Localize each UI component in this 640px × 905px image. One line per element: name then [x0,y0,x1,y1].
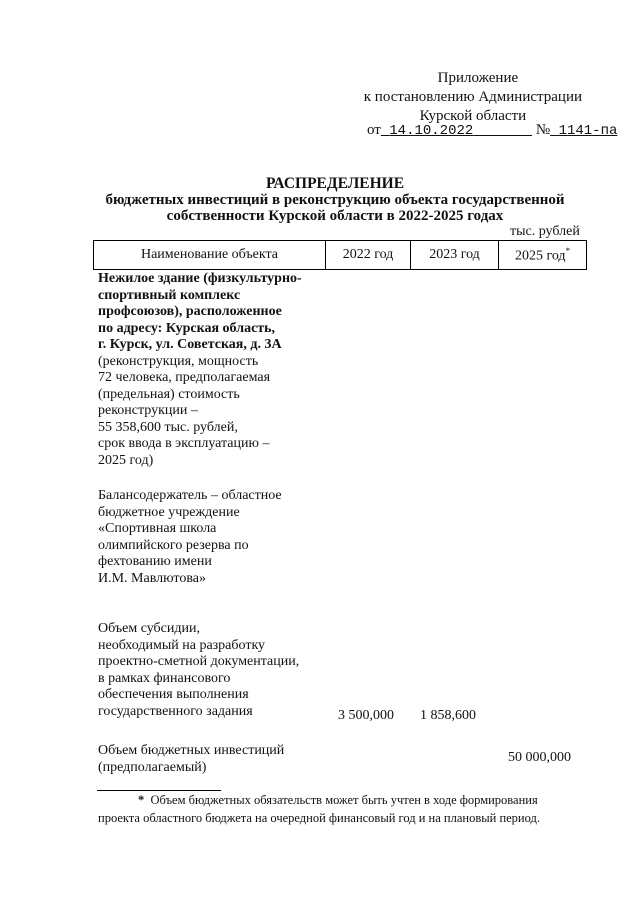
object-desc-line: 72 человека, предполагаемая [98,370,271,385]
units-label: тыс. рублей [510,224,580,239]
footnote-mark-header: * [565,245,571,256]
header-2025: 2025 год* [499,241,587,270]
subsidy-2023-value: 1 858,600 [420,708,476,723]
subsidy-line: в рамках финансового [98,670,231,686]
footnote-line1: * Объем бюджетных обязательств может быть учтен в ходе формирования [138,793,538,807]
object-name-line: Нежилое здание (физкультурно- [98,271,302,286]
object-desc-line: реконструкции – [98,403,198,418]
subsidy-line: обеспечения выполнения [98,687,249,702]
holder-line: фехтованию имени [98,554,212,569]
title-line2: бюджетных инвестиций в реконструкцию объекта государственной [105,192,565,208]
object-desc-line: 2025 год) [98,452,154,468]
subsidy-line: проектно-сметной документации, [98,654,300,669]
object-desc-line: 55 358,600 тыс. рублей, [98,419,238,435]
subsidy-description [98,621,299,720]
appendix-line3: Курской области [419,108,527,124]
date-prefix: от [367,122,381,138]
holder-line: олимпийского резерва по [98,537,249,553]
footnote-line2: проекта областного бюджета на очередной финансовый год и на плановый период. [98,811,540,825]
title-heading: РАСПРЕДЕЛЕНИЕ [265,175,405,192]
balance-holder [98,488,282,587]
subsidy-line: Объем субсидии, [98,621,200,636]
appendix-line1: Приложение [437,70,519,86]
footnote [98,791,582,827]
object-desc-line: (предельная) стоимость [98,386,240,402]
investments-2025-value: 50 000,000 [508,750,571,765]
header-2022: 2022 год [326,241,411,270]
investments-line: (предполагаемый) [98,759,207,775]
object-desc-line: срок ввода в эксплуатацию – [98,436,270,451]
object-name-line: спортивный комплекс [98,287,241,303]
object-desc-line: (реконструкция, мощность [98,353,259,369]
footnote-mark: * [138,793,145,807]
header-object-name: Наименование объекта [94,241,326,270]
object-description [98,271,302,469]
object-name-line: профсоюзов), расположенное [98,304,282,319]
holder-line: бюджетное учреждение [98,504,240,520]
subsidy-2022-value: 3 500,000 [338,708,394,723]
investments-description [98,743,284,776]
subsidy-line: необходимый на разработку [98,637,266,653]
holder-line: Балансодержатель – областное [98,488,282,503]
holder-line: И.М. Мавлютова» [98,570,206,586]
object-address-line: г. Курск, ул. Советская, д. 3А [98,337,282,352]
appendix-block [364,69,582,126]
document-number: 1141-па [558,123,618,139]
subsidy-line: государственного задания [98,703,253,719]
holder-line: «Спортивная школа [98,521,217,536]
investments-line: Объем бюджетных инвестиций [98,743,285,758]
document-date: 14.10.2022 [389,123,474,139]
title-line3: собственности Курской области в 2022-2025 годах [166,208,504,224]
appendix-date-number [367,122,617,139]
distribution-table-header [93,240,587,270]
number-prefix: № [535,122,551,138]
object-name-line: по адресу: Курская область, [98,320,276,336]
appendix-line2: к постановлению Администрации [363,89,582,105]
header-2023: 2023 год [411,241,499,270]
